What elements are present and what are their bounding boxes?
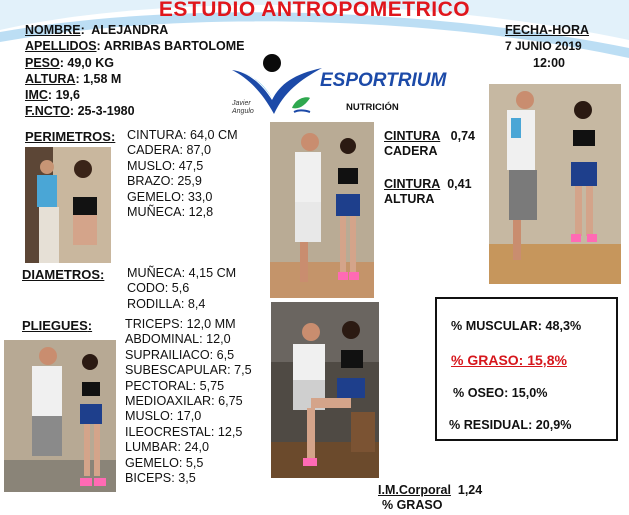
- pliegues-heading: PLIEGUES:: [22, 318, 93, 333]
- fecha-hora-label: FECHA-HORA: [505, 23, 590, 37]
- im-corporal-sub: % GRASO: [382, 498, 443, 512]
- apellidos-label: APELLIDOS: [25, 39, 97, 54]
- diametro-item: MUÑECA: 4,15 CM: [127, 266, 237, 280]
- perimetros-heading: PERIMETROS:: [25, 129, 116, 144]
- perimetro-item: MUÑECA: 12,8: [127, 205, 214, 220]
- ratio-cc-label1: CINTURA: [384, 129, 441, 143]
- imc-value: 19,6: [55, 88, 80, 103]
- diametros-heading: DIAMETROS:: [22, 267, 105, 282]
- photo-cintura-altura: [489, 84, 621, 284]
- leaf-icon: [290, 94, 312, 114]
- perimetro-item: BRAZO: 25,9: [127, 174, 202, 189]
- im-corporal-label: I.M.Corporal: [378, 483, 451, 497]
- pliegue-item: MEDIOAXILAR: 6,75: [125, 394, 243, 409]
- perimetro-item: MUSLO: 47,5: [127, 158, 204, 173]
- nombre-value: ALEJANDRA: [91, 23, 169, 37]
- pliegues-list: [125, 317, 252, 486]
- pliegue-item: SUBESCAPULAR: 7,5: [125, 363, 252, 378]
- esportrium-logo: [228, 50, 447, 118]
- perimetros-list: [127, 128, 238, 220]
- imc-label: IMC: [25, 88, 48, 103]
- perimetro-item: GEMELO: 33,0: [127, 189, 213, 204]
- patient-info: NOMBRE: ALEJANDRA APELLIDOS: ARRIBAS BARTOLOME PESO: 49,0 KG ALTURA: 1,58 M IMC: 19,6 F.NCTO: 25-3-1980: [25, 23, 245, 119]
- ratio-cintura-cadera: [384, 129, 475, 159]
- logo-signature: Javier Angulo: [232, 100, 254, 115]
- diametro-item: CODO: 5,6: [127, 281, 190, 296]
- muscular-value: % MUSCULAR: 48,3%: [451, 319, 582, 333]
- ratio-cc-value: 0,74: [450, 129, 476, 143]
- datetime-block: [505, 22, 621, 71]
- perimetro-item: CINTURA: 64,0 CM: [127, 128, 238, 142]
- pliegue-item: GEMELO: 5,5: [125, 455, 204, 470]
- ratio-ca-value: 0,41: [447, 177, 472, 191]
- diametros-list: [127, 266, 236, 312]
- ratio-cc-label2: CADERA: [384, 144, 438, 158]
- peso-label: PESO: [25, 55, 60, 70]
- photo-seated: [271, 302, 379, 478]
- ratio-ca-label2: ALTURA: [384, 192, 435, 206]
- photo-cintura: [270, 122, 374, 298]
- ratio-cintura-altura: [384, 177, 472, 207]
- nombre-label: NOMBRE: [25, 23, 81, 37]
- im-corporal-value: 1,24: [457, 483, 483, 497]
- pliegue-item: BICEPS: 3,5: [125, 471, 196, 486]
- time-value: 12:00: [533, 55, 565, 70]
- fncto-value: 25-3-1980: [77, 104, 135, 119]
- logo-subtitle: NUTRICIÓN: [346, 102, 399, 113]
- pliegue-item: PECTORAL: 5,75: [125, 378, 225, 393]
- logo-brand: ESPORTRIUM: [320, 70, 447, 91]
- im-corporal: [378, 483, 482, 513]
- pliegue-item: MUSLO: 17,0: [125, 409, 202, 424]
- pliegue-item: SUPRAILIACO: 6,5: [125, 347, 235, 362]
- photo-pliegues: [4, 340, 116, 492]
- ratio-ca-label1: CINTURA: [384, 177, 441, 191]
- altura-label: ALTURA: [25, 71, 76, 86]
- pliegue-item: ABDOMINAL: 12,0: [125, 332, 231, 347]
- date-value: 7 JUNIO 2019: [505, 39, 582, 54]
- pliegue-item: LUMBAR: 24,0: [125, 440, 209, 455]
- pliegue-item: TRICEPS: 12,0 MM: [125, 317, 236, 331]
- fncto-label: F.NCTO: [25, 104, 70, 119]
- page-title: ESTUDIO ANTROPOMETRICO: [158, 0, 471, 21]
- diametro-item: RODILLA: 8,4: [127, 296, 206, 311]
- residual-value: % RESIDUAL: 20,9%: [449, 418, 572, 432]
- photo-perimetro: [25, 147, 111, 263]
- pliegue-item: ILEOCRESTAL: 12,5: [125, 424, 243, 439]
- apellidos-value: ARRIBAS BARTOLOME: [103, 39, 245, 54]
- peso-value: 49,0 KG: [67, 55, 114, 70]
- composition-box: [435, 297, 618, 441]
- altura-value: 1,58 M: [83, 71, 122, 86]
- oseo-value: % OSEO: 15,0%: [453, 386, 548, 400]
- perimetro-item: CADERA: 87,0: [127, 143, 211, 158]
- graso-value: % GRASO: 15,8%: [451, 352, 567, 368]
